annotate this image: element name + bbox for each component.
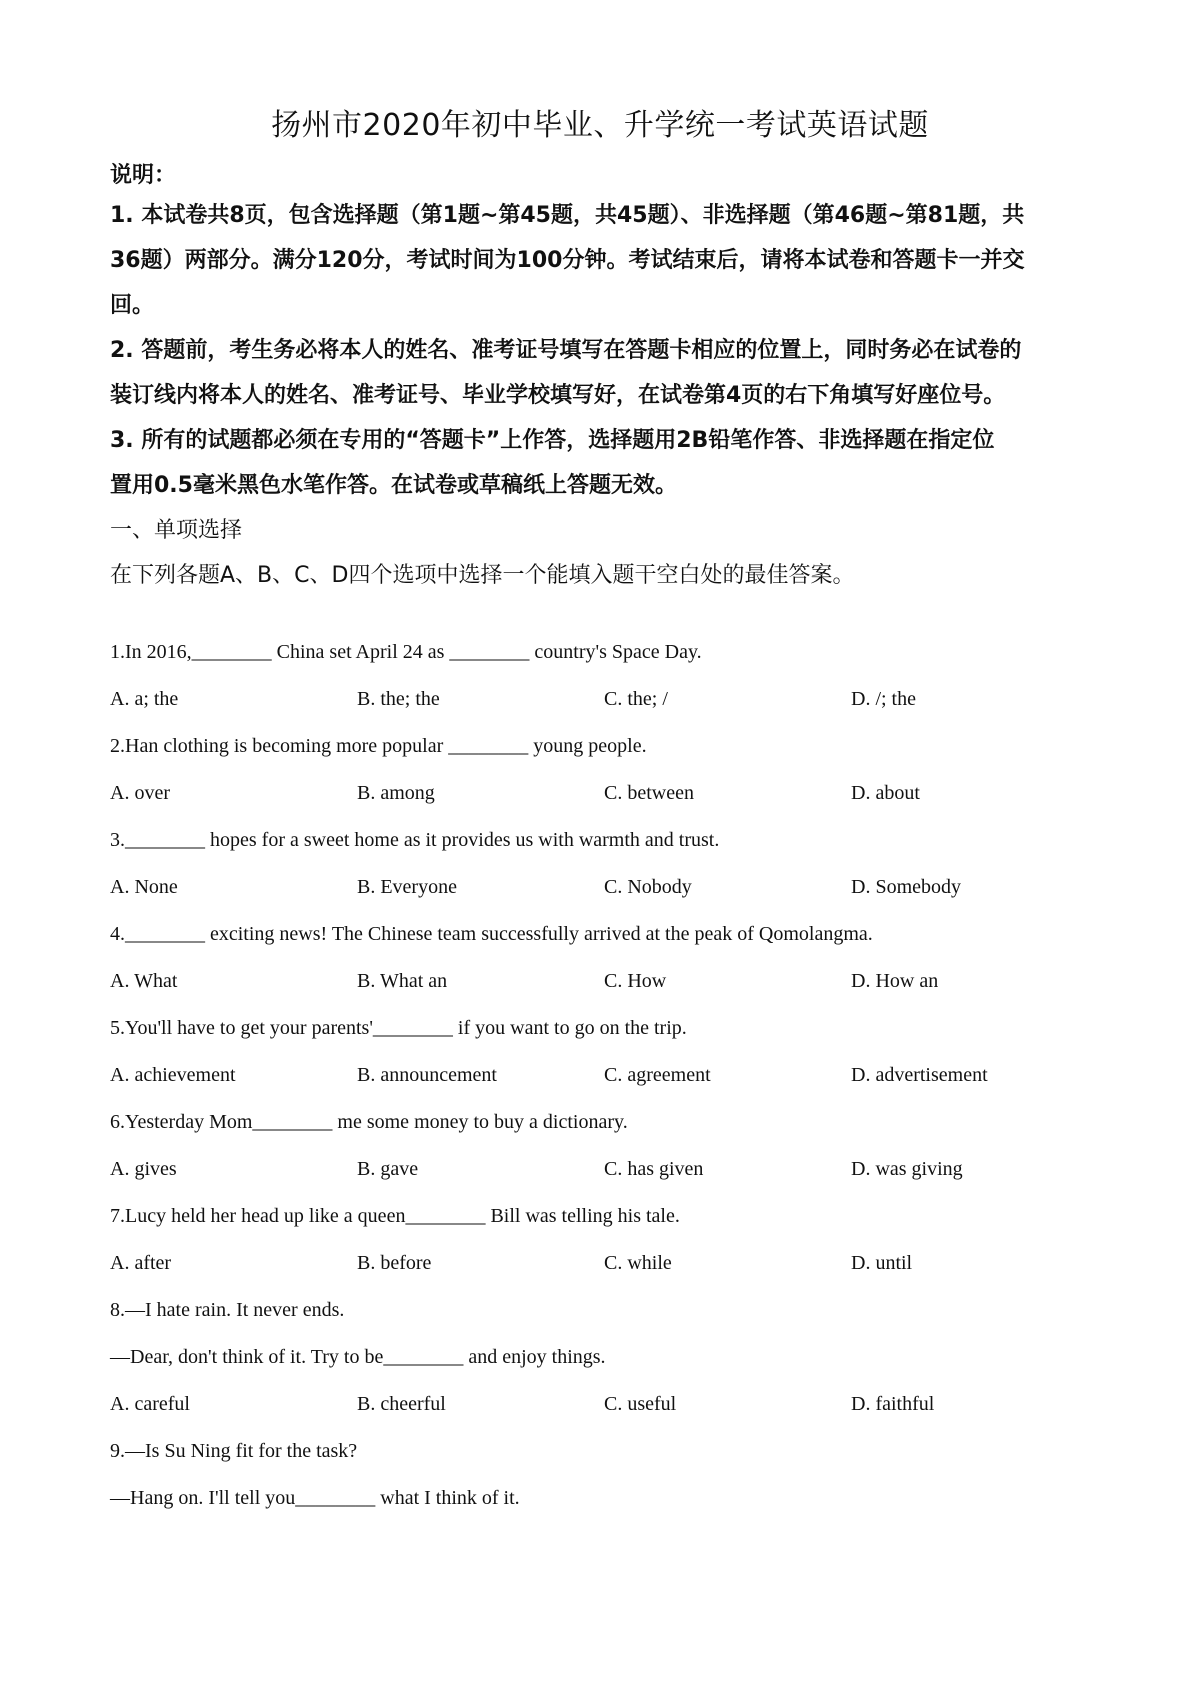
question-7-options xyxy=(110,1252,1100,1282)
question-3-option-b[interactable]: B. Everyone xyxy=(357,876,457,898)
question-8-option-d[interactable]: D. faithful xyxy=(851,1393,935,1415)
question-4-option-a[interactable]: A. What xyxy=(110,970,178,992)
instruction-1-line-1: 1. 本试卷共8页，包含选择题（第1题~第45题，共45题）、非选择题（第46题~第81题，共 xyxy=(110,203,1025,228)
question-4-stem: 4.________ exciting news! The Chinese team successfully arrived at the peak of Qomolangma. xyxy=(110,923,873,945)
question-8-option-b[interactable]: B. cheerful xyxy=(357,1393,446,1415)
question-6-stem: 6.Yesterday Mom________ me some money to buy a dictionary. xyxy=(110,1111,628,1133)
question-3-options xyxy=(110,876,1100,906)
question-8-stem: 8.—I hate rain. It never ends. xyxy=(110,1299,345,1321)
question-1-options xyxy=(110,688,1100,718)
question-7-stem: 7.Lucy held her head up like a queen________ Bill was telling his tale. xyxy=(110,1205,680,1227)
question-8-option-a[interactable]: A. careful xyxy=(110,1393,190,1415)
question-9-stem: 9.—Is Su Ning fit for the task? xyxy=(110,1440,358,1462)
question-7-option-a[interactable]: A. after xyxy=(110,1252,172,1274)
instructions-heading: 说明： xyxy=(110,163,177,188)
question-5-options xyxy=(110,1064,1100,1094)
question-8-stem-reply: —Dear, don't think of it. Try to be________ and enjoy things. xyxy=(110,1346,606,1368)
question-5-stem: 5.You'll have to get your parents'________ if you want to go on the trip. xyxy=(110,1017,687,1039)
question-1-option-a[interactable]: A. a; the xyxy=(110,688,179,710)
question-5-option-a[interactable]: A. achievement xyxy=(110,1064,236,1086)
question-3-option-a[interactable]: A. None xyxy=(110,876,178,898)
instruction-3-line-2: 置用0.5毫米黑色水笔作答。在试卷或草稿纸上答题无效。 xyxy=(110,473,677,498)
question-3-stem: 3.________ hopes for a sweet home as it provides us with warmth and trust. xyxy=(110,829,720,851)
section-direction: 在下列各题A、B、C、D四个选项中选择一个能填入题干空白处的最佳答案。 xyxy=(110,563,855,588)
question-7-option-b[interactable]: B. before xyxy=(357,1252,432,1274)
instruction-2-line-1: 2. 答题前，考生务必将本人的姓名、准考证号填写在答题卡相应的位置上，同时务必在试卷的 xyxy=(110,338,1022,363)
question-6-option-b[interactable]: B. gave xyxy=(357,1158,419,1180)
question-2-option-a[interactable]: A. over xyxy=(110,782,170,804)
section-heading: 一、单项选择 xyxy=(110,518,243,543)
question-4-option-b[interactable]: B. What an xyxy=(357,970,448,992)
question-7-option-c[interactable]: C. while xyxy=(604,1252,672,1274)
question-6-options xyxy=(110,1158,1100,1188)
question-8-options xyxy=(110,1393,1100,1423)
question-1-stem: 1.In 2016,________ China set April 24 as ________ country's Space Day. xyxy=(110,641,702,663)
question-9-stem-reply: —Hang on. I'll tell you________ what I think of it. xyxy=(110,1487,520,1509)
instruction-1-line-2: 36题）两部分。满分120分，考试时间为100分钟。考试结束后，请将本试卷和答题卡一并交 xyxy=(110,248,1025,273)
question-2-option-c[interactable]: C. between xyxy=(604,782,694,804)
exam-title: 扬州市2020年初中毕业、升学统一考试英语试题 xyxy=(271,108,929,143)
question-2-stem: 2.Han clothing is becoming more popular ________ young people. xyxy=(110,735,647,757)
question-3-option-c[interactable]: C. Nobody xyxy=(604,876,692,898)
question-2-option-d[interactable]: D. about xyxy=(851,782,920,804)
instruction-1-line-3: 回。 xyxy=(110,293,155,318)
question-6-option-a[interactable]: A. gives xyxy=(110,1158,177,1180)
question-5-option-c[interactable]: C. agreement xyxy=(604,1064,711,1086)
question-4-options xyxy=(110,970,1100,1000)
question-3-option-d[interactable]: D. Somebody xyxy=(851,876,961,898)
question-6-option-d[interactable]: D. was giving xyxy=(851,1158,963,1180)
question-1-option-d[interactable]: D. /; the xyxy=(851,688,916,710)
question-6-option-c[interactable]: C. has given xyxy=(604,1158,704,1180)
question-7-option-d[interactable]: D. until xyxy=(851,1252,913,1274)
question-4-option-c[interactable]: C. How xyxy=(604,970,667,992)
question-2-option-b[interactable]: B. among xyxy=(357,782,435,804)
question-1-option-c[interactable]: C. the; / xyxy=(604,688,668,710)
question-5-option-d[interactable]: D. advertisement xyxy=(851,1064,988,1086)
instruction-3-line-1: 3. 所有的试题都必须在专用的“答题卡”上作答，选择题用2B铅笔作答、非选择题在指定位 xyxy=(110,428,995,453)
question-8-option-c[interactable]: C. useful xyxy=(604,1393,677,1415)
question-5-option-b[interactable]: B. announcement xyxy=(357,1064,497,1086)
instruction-2-line-2: 装订线内将本人的姓名、准考证号、毕业学校填写好，在试卷第4页的右下角填写好座位号。 xyxy=(110,383,1006,408)
question-4-option-d[interactable]: D. How an xyxy=(851,970,939,992)
question-2-options xyxy=(110,782,1100,812)
question-1-option-b[interactable]: B. the; the xyxy=(357,688,440,710)
